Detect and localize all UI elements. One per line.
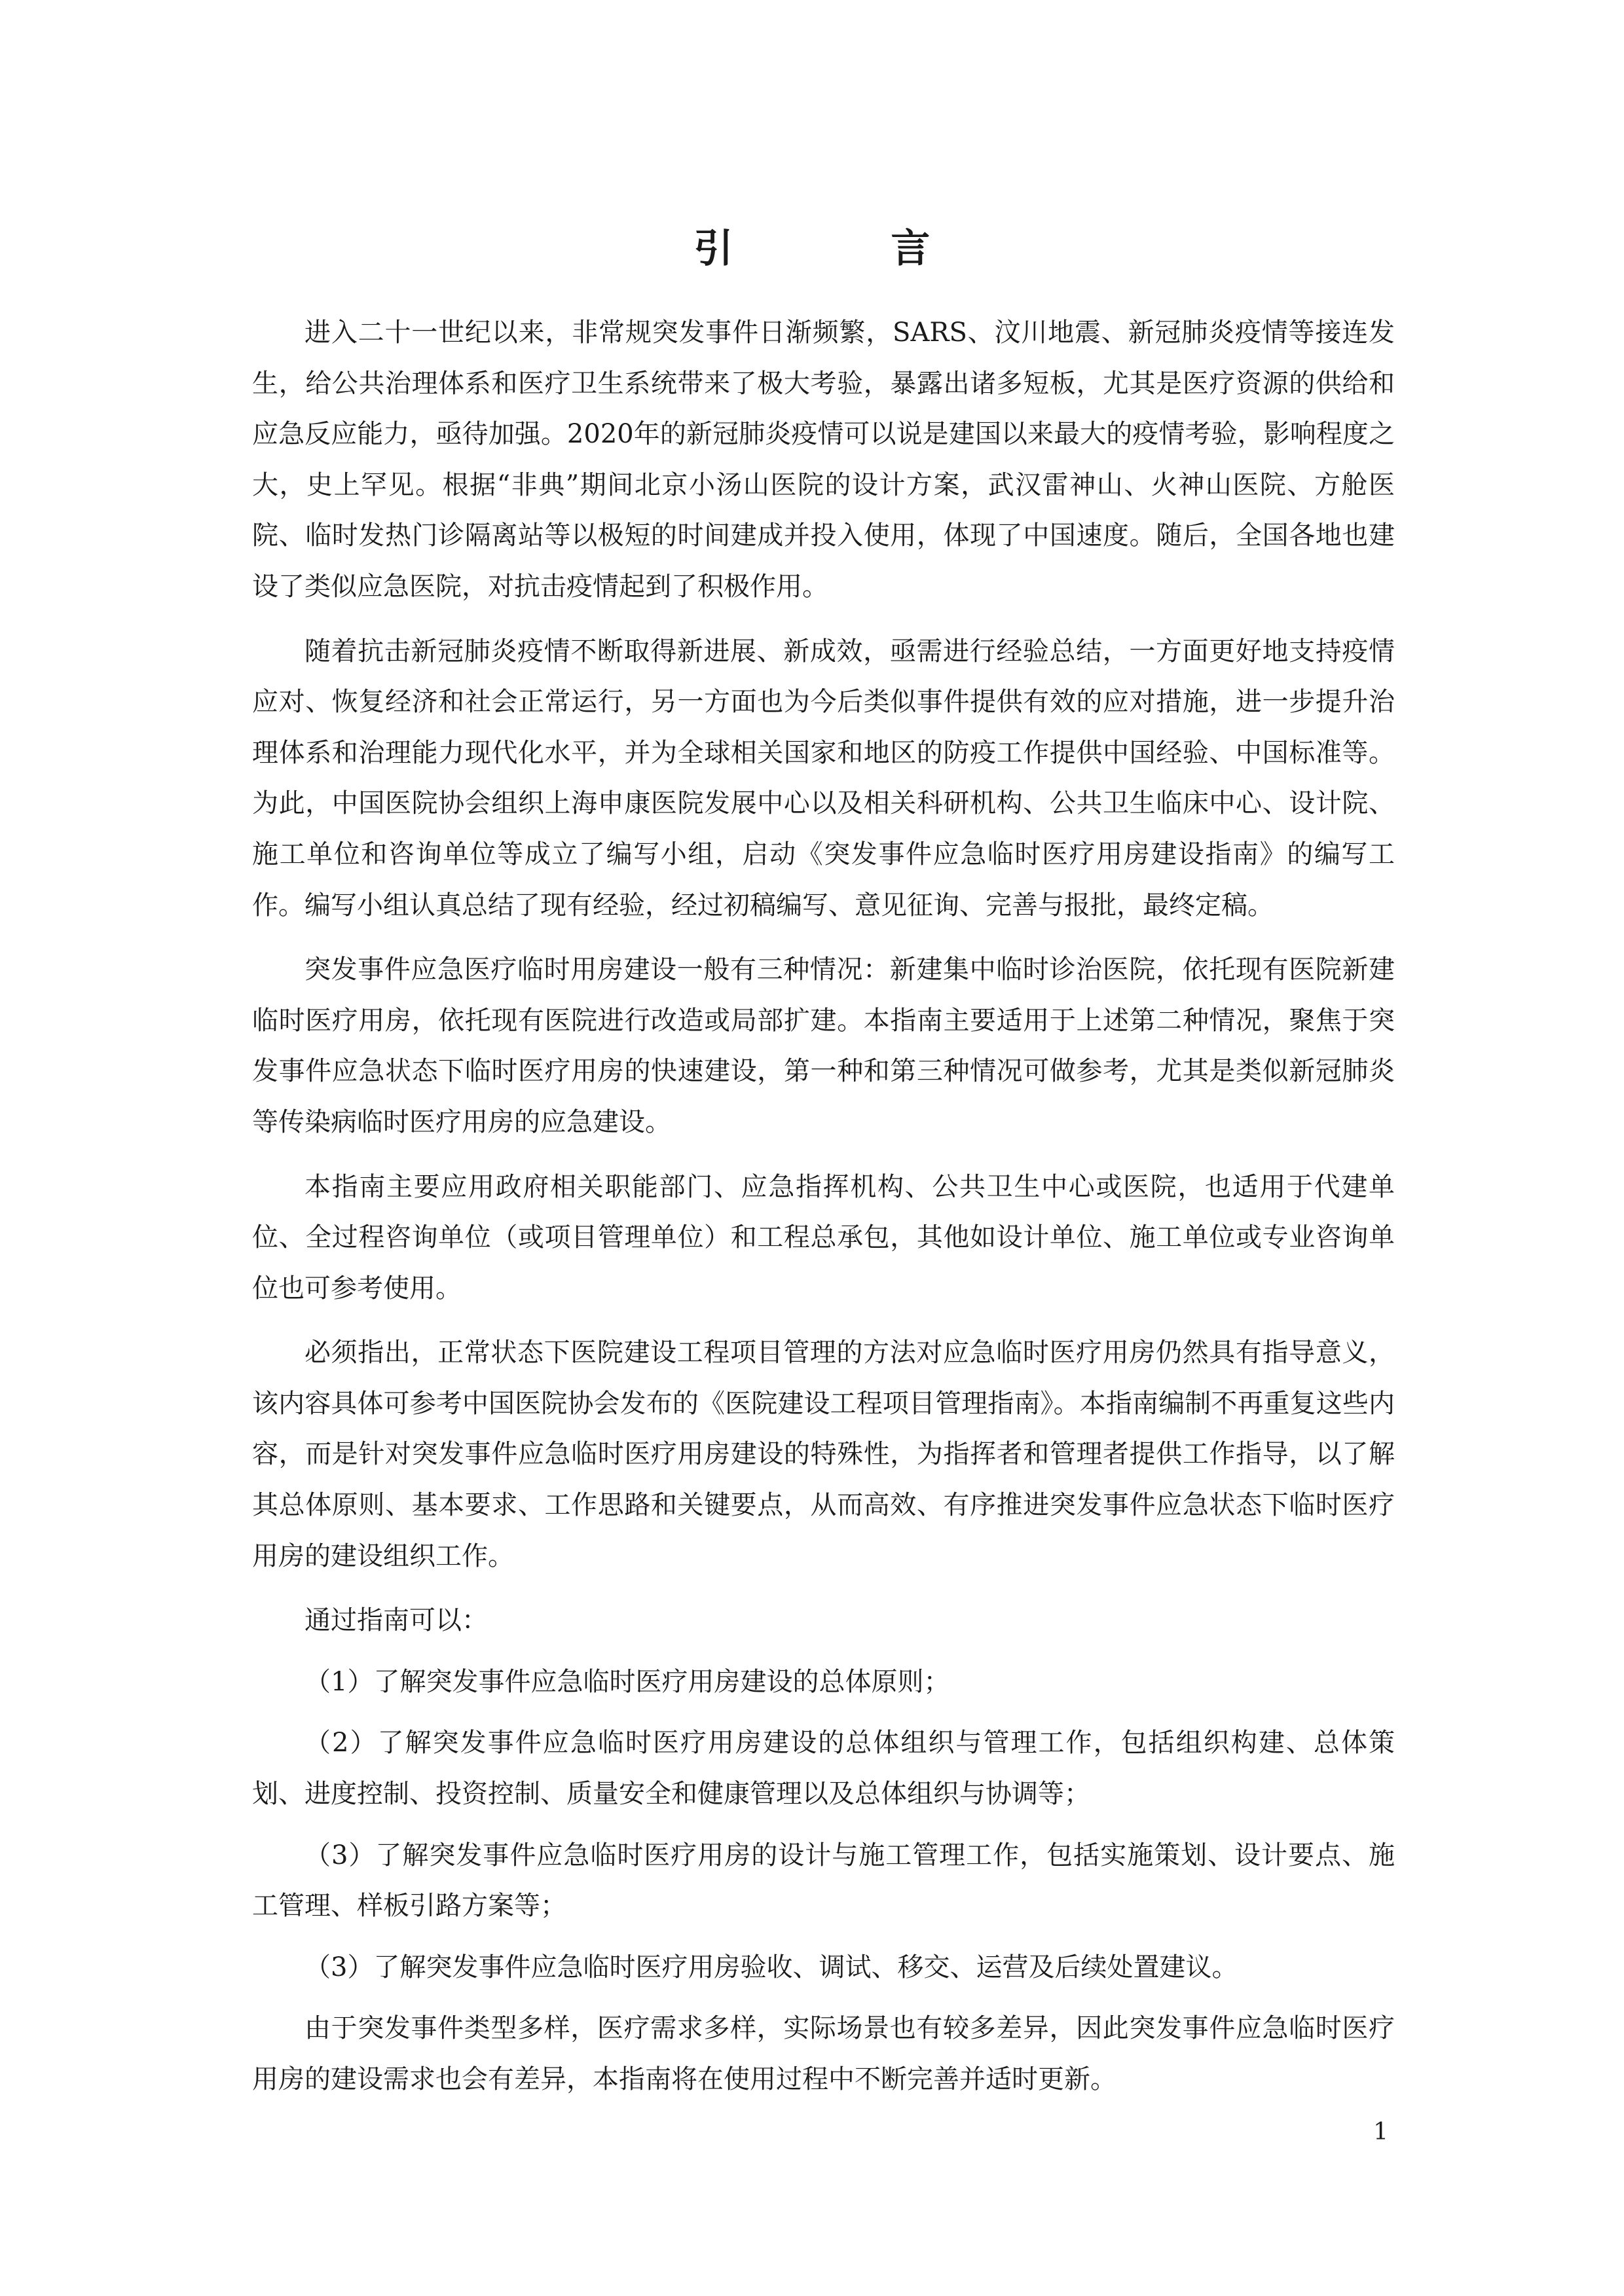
- paragraph-purpose-lead: 通过指南可以：: [304, 1605, 488, 1636]
- paragraph-closing: 由于突发事件类型多样，医疗需求多样，实际场景也有较多差异，因此突发事件应急临时医疗用房的建设需求也会有差异，本指南将在使用过程中不断完善并适时更新。: [252, 2013, 1395, 2094]
- paragraph-intro: 进入二十一世纪以来，非常规突发事件日渐频繁，SARS、汶川地震、新冠肺炎疫情等接连发生，给公共治理体系和医疗卫生系统带来了极大考验，暴露出诸多短板，尤其是医疗资源的供给和应急反应能力，亟待加强。2020年的新冠肺炎疫情可以说是建国以来最大的疫情考验，影响程度之大，史上罕见。根据“非典”期间北京小汤山医院的设计方案，武汉雷神山、火神山医院、方舱医院、临时发热门诊隔离站等以极短的时间建成并投入使用，体现了中国速度。随后，全国各地也建设了类似应急医院，对抗击疫情起到了积极作用。: [252, 318, 1395, 602]
- paragraph-note: 必须指出，正常状态下医院建设工程项目管理的方法对应急临时医疗用房仍然具有指导意义，该内容具体可参考中国医院协会发布的《医院建设工程项目管理指南》。本指南编制不再重复这些内容，而是针对突发事件应急临时医疗用房建设的特殊性，为指挥者和管理者提供工作指导，以了解其总体原则、基本要求、工作思路和关键要点，从而高效、有序推进突发事件应急状态下临时医疗用房的建设组织工作。: [252, 1338, 1395, 1571]
- paragraph-experience: 随着抗击新冠肺炎疫情不断取得新进展、新成效，亟需进行经验总结，一方面更好地支持疫情应对、恢复经济和社会正常运行，另一方面也为今后类似事件提供有效的应对措施，进一步提升治理体系和治理能力现代化水平，并为全球相关国家和地区的防疫工作提供中国经验、中国标准等。为此，中国医院协会组织上海申康医院发展中心以及相关科研机构、公共卫生临床中心、设计院、施工单位和咨询单位等成立了编写小组，启动《突发事件应急临时医疗用房建设指南》的编写工作。编写小组认真总结了现有经验，经过初稿编写、意见征询、完善与报批，最终定稿。: [252, 636, 1395, 920]
- list-item-2: （2）了解突发事件应急临时医疗用房建设的总体组织与管理工作，包括组织构建、总体策划、进度控制、投资控制、质量安全和健康管理以及总体组织与协调等；: [252, 1728, 1395, 1810]
- document-body: [252, 308, 1395, 2119]
- list-item-4: （3）了解突发事件应急临时医疗用房验收、调试、移交、运营及后续处置建议。: [304, 1952, 1238, 1982]
- list-item-1: （1）了解突发事件应急临时医疗用房建设的总体原则；: [304, 1666, 950, 1697]
- paragraph-scope: 突发事件应急医疗临时用房建设一般有三种情况：新建集中临时诊治医院，依托现有医院新建临时医疗用房，依托现有医院进行改造或局部扩建。本指南主要适用于上述第二种情况，聚焦于突发事件应急状态下临时医疗用房的快速建设，第一种和第三种情况可做参考，尤其是类似新冠肺炎等传染病临时医疗用房的应急建设。: [252, 955, 1395, 1137]
- list-item-3: （3）了解突发事件应急临时医疗用房的设计与施工管理工作，包括实施策划、设计要点、施工管理、样板引路方案等；: [252, 1840, 1395, 1922]
- page-title: 引 言: [693, 226, 1003, 272]
- paragraph-users: 本指南主要应用政府相关职能部门、应急指挥机构、公共卫生中心或医院，也适用于代建单位、全过程咨询单位（或项目管理单位）和工程总承包，其他如设计单位、施工单位或专业咨询单位也可参考使用。: [252, 1171, 1395, 1303]
- page-number: 1: [1373, 2119, 1388, 2145]
